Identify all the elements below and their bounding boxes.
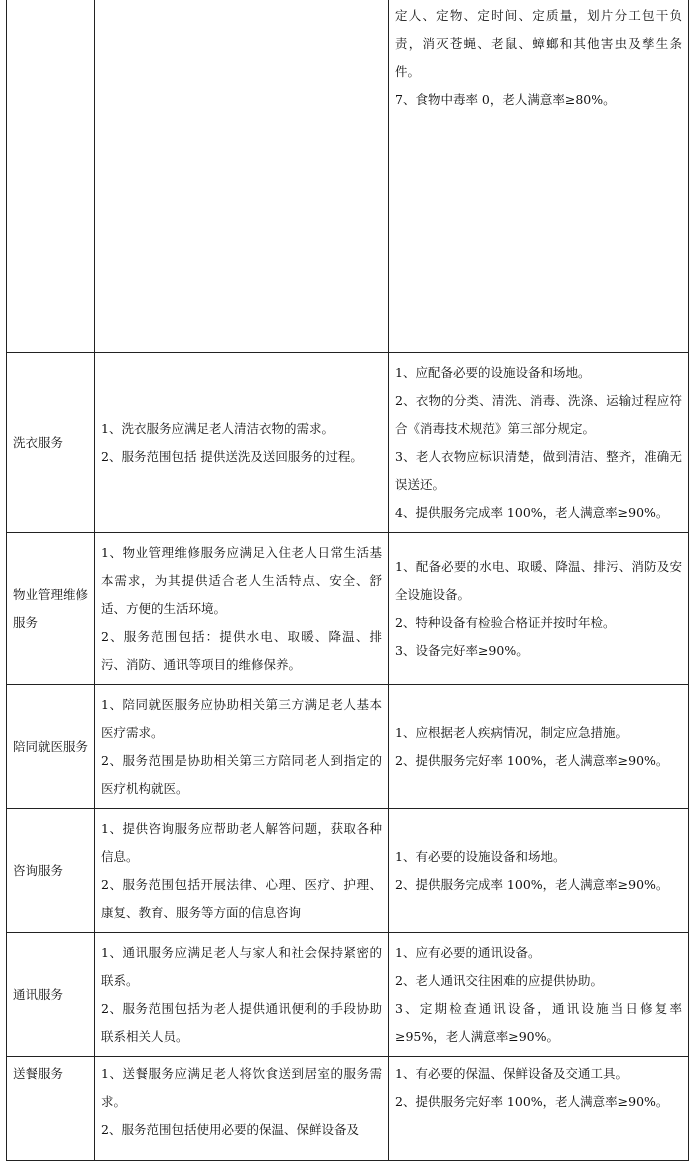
requirement-item: 2、服务范围是协助相关第三方陪同老人到指定的医疗机构就医。: [101, 752, 382, 796]
table-row: [7, 933, 689, 1057]
requirement-item: 1、陪同就医服务应协助相关第三方满足老人基本医疗需求。: [101, 696, 382, 740]
requirements-cell: [95, 809, 389, 933]
requirement-item: 1、物业管理维修服务应满足入住老人日常生活基本需求，为其提供适合老人生活特点、安全、舒适、方便的生活环境。: [101, 544, 382, 616]
service-name-cell: 咨询服务: [7, 809, 95, 933]
standard-item: 1、应配备必要的设施设备和场地。: [395, 364, 591, 380]
standard-item: 1、有必要的保温、保鲜设备及交通工具。: [395, 1066, 628, 1081]
service-name-cell: 洗衣服务: [7, 353, 95, 533]
standard-item: 定人、定物、定时间、定质量，划片分工包干负责，消灭苍蝇、老鼠、蟑螂和其他害虫及孳生条件。: [395, 8, 682, 79]
service-name-cell: [7, 0, 95, 353]
standard-item: 2、提供服务完成率 100%，老人满意率≥90%。: [395, 876, 669, 892]
standard-item: 2、特种设备有检验合格证并按时年检。: [395, 614, 616, 630]
requirements-cell: [95, 933, 389, 1057]
standards-cell: [389, 1057, 689, 1161]
requirements-cell: [95, 0, 389, 353]
requirement-item: 1、提供咨询服务应帮助老人解答问题，获取各种信息。: [101, 820, 382, 864]
standard-item: 2、老人通讯交往困难的应提供协助。: [395, 972, 603, 988]
standard-item: 3、设备完好率≥90%。: [395, 642, 529, 658]
table-row: [7, 685, 689, 809]
requirement-item: 1、通讯服务应满足老人与家人和社会保持紧密的联系。: [101, 944, 382, 988]
standards-cell: [389, 353, 689, 533]
service-name-cell: 送餐服务: [7, 1057, 95, 1161]
standard-item: 2、衣物的分类、清洗、消毒、洗涤、运输过程应符合《消毒技术规范》第三部分规定。: [395, 392, 682, 436]
standard-item: 2、提供服务完好率 100%，老人满意率≥90%。: [395, 1094, 669, 1109]
standard-item: 4、提供服务完成率 100%，老人满意率≥90%。: [395, 504, 669, 520]
standards-cell: [389, 0, 689, 353]
standards-cell: [389, 533, 689, 685]
standard-item: 1、配备必要的水电、取暖、降温、排污、消防及安全设施设备。: [395, 558, 682, 602]
requirement-item: 2、服务范围包括：提供水电、取暖、降温、排污、消防、通讯等项目的维修保养。: [101, 628, 382, 672]
service-name-cell: 通讯服务: [7, 933, 95, 1057]
requirements-cell: [95, 685, 389, 809]
requirement-item: 2、服务范围包括开展法律、心理、医疗、护理、康复、教育、服务等方面的信息咨询: [101, 876, 382, 920]
service-standards-table: [6, 0, 689, 1161]
standards-cell: [389, 933, 689, 1057]
requirement-item: 1、送餐服务应满足老人将饮食送到居室的服务需求。: [101, 1066, 382, 1109]
requirements-cell: [95, 533, 389, 685]
standard-item: 3、定期检查通讯设备，通讯设施当日修复率≥95%，老人满意率≥90%。: [395, 1000, 682, 1044]
requirement-item: 2、服务范围包括 提供送洗及送回服务的过程。: [101, 448, 363, 464]
standard-item: 1、应根据老人疾病情况，制定应急措施。: [395, 724, 628, 740]
table-row: [7, 809, 689, 933]
standard-item: 7、食物中毒率 0，老人满意率≥80%。: [395, 92, 616, 107]
service-name-cell: 陪同就医服务: [7, 685, 95, 809]
standard-item: 1、应有必要的通讯设备。: [395, 944, 541, 960]
service-name-cell: 物业管理维修服务: [7, 533, 95, 685]
table-row: [7, 0, 689, 353]
table-row: [7, 533, 689, 685]
standard-item: 1、有必要的设施设备和场地。: [395, 848, 566, 864]
standards-cell: [389, 809, 689, 933]
requirement-item: 1、洗衣服务应满足老人清洁衣物的需求。: [101, 420, 334, 436]
requirement-item: 2、服务范围包括为老人提供通讯便利的手段协助联系相关人员。: [101, 1000, 382, 1044]
standard-item: 3、老人衣物应标识清楚，做到清洁、整齐，准确无误送还。: [395, 448, 682, 492]
requirements-cell: [95, 1057, 389, 1161]
requirements-cell: [95, 353, 389, 533]
requirement-item: 2、服务范围包括使用必要的保温、保鲜设备及: [101, 1122, 359, 1137]
standard-item: 2、提供服务完好率 100%，老人满意率≥90%。: [395, 752, 669, 768]
table-row: [7, 1057, 689, 1161]
standards-cell: [389, 685, 689, 809]
table-row: [7, 353, 689, 533]
